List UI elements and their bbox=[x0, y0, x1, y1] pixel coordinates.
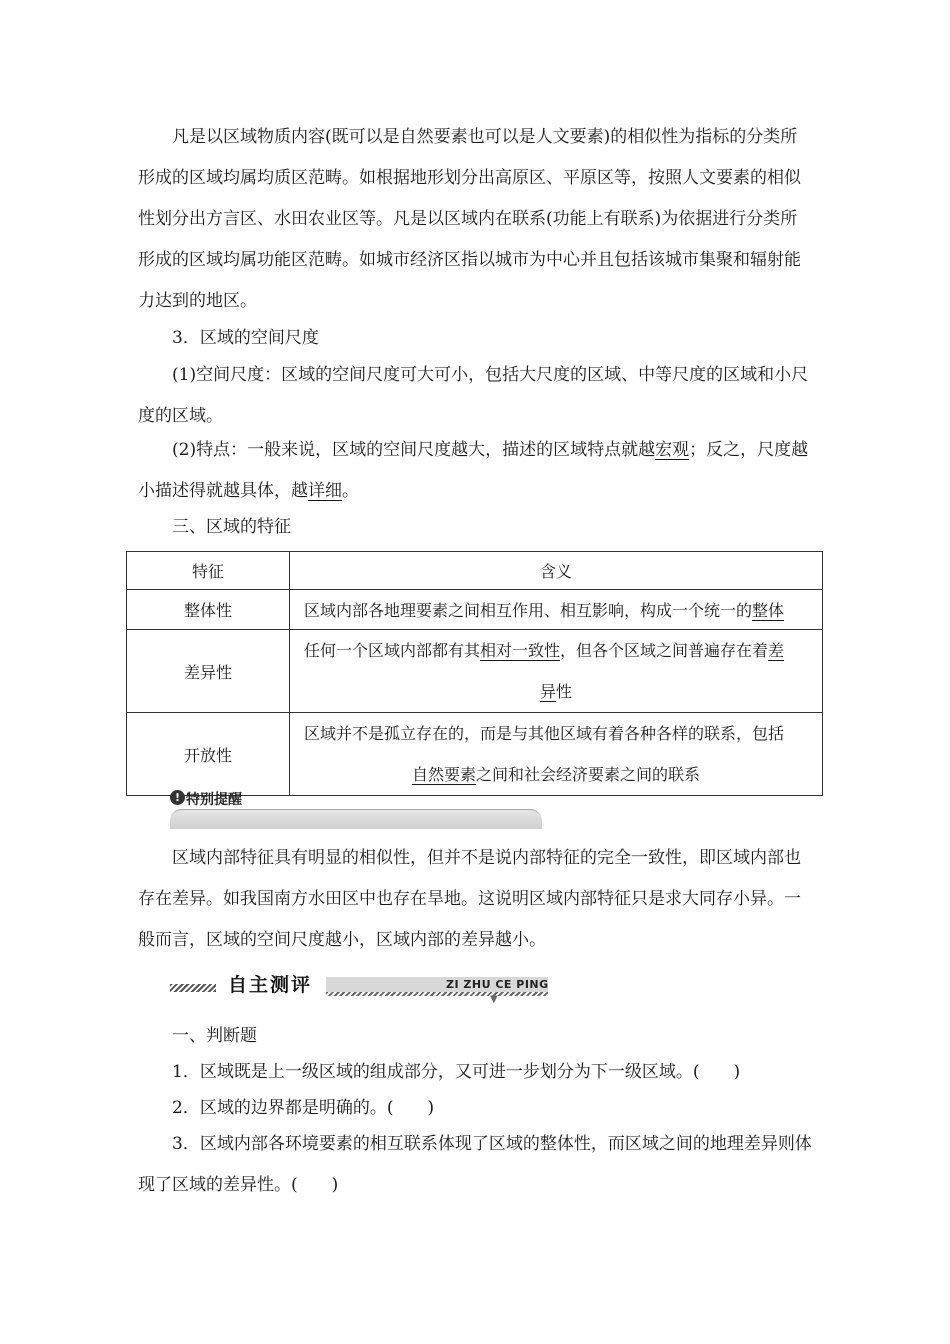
meaning-line-2 bbox=[304, 671, 808, 712]
feature-meaning bbox=[290, 590, 823, 630]
question-2: 2．区域的边界都是明确的。( ) bbox=[172, 1098, 435, 1118]
table-row bbox=[127, 713, 823, 796]
table-row bbox=[127, 630, 823, 713]
meaning-text: 区域内部各地理要素之间相互作用、相互影响，构成一个统一的 bbox=[304, 601, 753, 620]
self-test-subtitle: ZI ZHU CE PING bbox=[446, 978, 549, 991]
section-3-item-1: (1)空间尺度：区域的空间尺度可大可小，包括大尺度的区域、中等尺度的区域和小尺度的区域。 bbox=[138, 365, 809, 426]
tip-label: 特别提醒 bbox=[186, 792, 242, 808]
meaning-line-2 bbox=[304, 754, 808, 795]
meaning-answer: 整体 bbox=[752, 601, 785, 620]
self-test-title: 自主测评 bbox=[216, 972, 324, 998]
section-3-heading: 3．区域的空间尺度 bbox=[172, 328, 319, 348]
meaning-text: 区域并不是孤立存在的，而是与其他区域有着各种各样的联系，包括 bbox=[304, 724, 785, 743]
meaning-answer-2a: 差 bbox=[768, 641, 785, 660]
self-test-left-stripes bbox=[170, 984, 220, 992]
item-2-text-a: (2)特点：一般来说，区域的空间尺度越大，描述的区域特点就越 bbox=[172, 440, 656, 460]
item-2-text-c: 。 bbox=[342, 481, 359, 501]
meaning-text-post: 之间和社会经济要素之间的联系 bbox=[476, 765, 701, 784]
tip-header-bar bbox=[170, 809, 542, 829]
features-table bbox=[126, 551, 823, 796]
table-header-feature: 特征 bbox=[127, 552, 290, 590]
feature-meaning bbox=[290, 630, 823, 713]
intro-paragraph: 凡是以区域物质内容(既可以是自然要素也可以是人文要素)的相似性为指标的分类所形成的区域均属均质区范畴。如根据地形划分出高原区、平原区等，按照人文要素的相似性划分出方言区、水田农业区等。凡是以区域内在联系(功能上有联系)为依据进行分类所形成的区域均属功能区范畴。如城市经济区指以城市为中心并且包括该城市集聚和辐射能力达到的地区。 bbox=[138, 127, 801, 311]
exclamation-icon: ! bbox=[170, 790, 185, 805]
tip-paragraph: 区域内部特征具有明显的相似性，但并不是说内部特征的完全一致性，即区域内部也存在差异。如我国南方水田区中也存在旱地。这说明区域内部特征只是求大同存小异。一般而言，区域的空间尺度越小，区域内部的差异越小。 bbox=[138, 848, 801, 950]
meaning-answer-2b: 异 bbox=[539, 682, 556, 701]
meaning-answer: 自然要素 bbox=[411, 765, 476, 784]
meaning-text-mid: ，但各个区域之间普遍存在着 bbox=[560, 641, 769, 660]
item-2-text-b: ；反之，尺度越小描述得就越具体，越 bbox=[138, 440, 809, 501]
meaning-text: 任何一个区域内部都有其 bbox=[304, 641, 481, 660]
meaning-text-post: 性 bbox=[556, 682, 573, 701]
feature-name: 整体性 bbox=[127, 590, 290, 630]
section-3-item-2 bbox=[138, 430, 814, 512]
feature-name: 开放性 bbox=[127, 713, 290, 796]
question-3: 3．区域内部各环境要素的相互联系体现了区域的整体性，而区域之间的地理差异则体现了区域的差异性。( ) bbox=[138, 1134, 812, 1195]
table-header-row bbox=[127, 552, 823, 590]
feature-meaning bbox=[290, 713, 823, 796]
features-heading: 三、区域的特征 bbox=[172, 517, 291, 537]
table-header-meaning: 含义 bbox=[290, 552, 823, 590]
judgment-section-heading: 一、判断题 bbox=[172, 1026, 257, 1046]
item-2-answer-macro: 宏观 bbox=[655, 440, 690, 460]
question-1: 1．区域既是上一级区域的组成部分，又可进一步划分为下一级区域。( ) bbox=[172, 1062, 741, 1082]
table-row bbox=[127, 590, 823, 630]
chevron-down-icon: ▼ bbox=[490, 994, 498, 1005]
feature-name: 差异性 bbox=[127, 630, 290, 713]
meaning-answer: 相对一致性 bbox=[480, 641, 561, 660]
item-2-answer-detail: 详细 bbox=[308, 481, 342, 501]
